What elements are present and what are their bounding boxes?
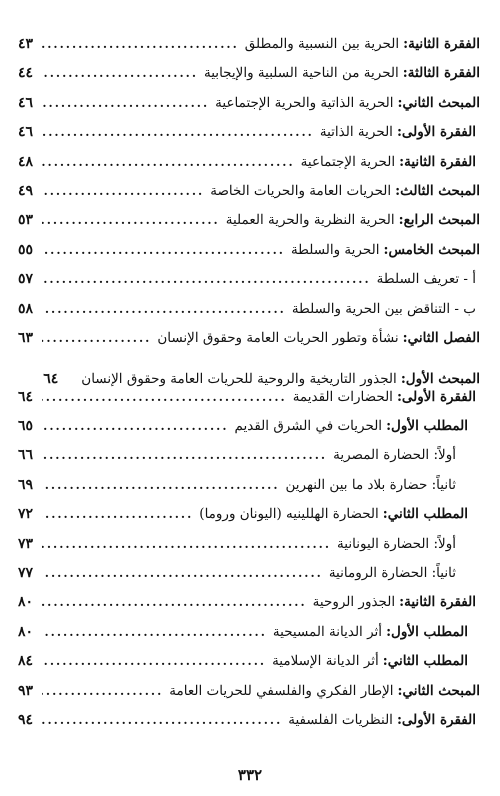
toc-dot-leader bbox=[42, 530, 331, 559]
toc-dot-leader bbox=[67, 353, 75, 382]
toc-entry bbox=[18, 177, 480, 206]
toc-entry-label bbox=[199, 500, 468, 529]
toc-entry-label bbox=[226, 206, 480, 235]
toc-entry bbox=[18, 647, 480, 676]
toc-page-number: ٦٩ bbox=[18, 476, 34, 493]
toc-entry-title: الجذور التاريخية والروحية للحريات العامة وحقوق الإنسان bbox=[81, 370, 397, 387]
toc-page-number: ٩٣ bbox=[18, 682, 34, 699]
toc-entry bbox=[18, 530, 480, 559]
toc-entry-title: أثر الديانة الإسلامية bbox=[272, 653, 379, 670]
toc-entry bbox=[18, 59, 480, 88]
toc-entry bbox=[18, 295, 480, 324]
toc-entry-label bbox=[293, 383, 476, 412]
toc-entry-title: النظريات الفلسفية bbox=[288, 711, 393, 728]
toc-entry bbox=[18, 148, 480, 177]
toc-page-number: ٧٣ bbox=[18, 535, 34, 552]
toc-dot-leader bbox=[42, 618, 267, 647]
toc-page-number: ٤٩ bbox=[18, 182, 34, 199]
toc-entry-heading: المبحث الثاني: bbox=[397, 682, 480, 699]
toc-dot-leader bbox=[42, 118, 314, 147]
toc-entry-heading: المطلب الثاني: bbox=[382, 506, 468, 523]
toc-entry-heading: المبحث الرابع: bbox=[398, 212, 480, 229]
toc-dot-leader bbox=[42, 647, 266, 676]
toc-entry-heading: المطلب الأول: bbox=[386, 623, 468, 640]
toc-entry-title: الحريات في الشرق القديم bbox=[234, 418, 383, 435]
toc-entry bbox=[18, 618, 480, 647]
toc-page-number: ٦٤ bbox=[43, 370, 59, 387]
toc-page-number: ٨٠ bbox=[18, 594, 34, 611]
toc-dot-leader bbox=[42, 236, 285, 265]
toc-entry-label bbox=[291, 236, 480, 265]
toc-page-number: ٦٦ bbox=[18, 447, 34, 464]
toc-entry bbox=[18, 89, 480, 118]
toc-entry bbox=[18, 236, 480, 265]
toc-entry-title: الحرية بين النسبية والمطلق bbox=[244, 36, 400, 52]
toc-entry bbox=[18, 324, 480, 353]
table-of-contents bbox=[18, 30, 480, 735]
toc-entry-label bbox=[320, 118, 476, 147]
toc-page-number: ٦٤ bbox=[18, 388, 34, 405]
toc-page-number: ٤٤ bbox=[18, 65, 34, 82]
toc-entry-heading: الفقرة الثانية: bbox=[403, 36, 480, 52]
toc-dot-leader bbox=[42, 500, 193, 529]
toc-entry-label bbox=[333, 441, 456, 470]
toc-page-number: ٤٦ bbox=[18, 94, 34, 111]
toc-page-number: ٦٣ bbox=[18, 329, 34, 346]
toc-entry-heading: الفقرة الثالثة: bbox=[402, 65, 480, 82]
toc-entry-label bbox=[377, 265, 476, 294]
toc-entry-label bbox=[313, 588, 476, 617]
toc-entry bbox=[18, 265, 480, 294]
toc-entry-label bbox=[204, 59, 480, 88]
toc-dot-leader bbox=[42, 706, 282, 735]
toc-entry-title: الحرية الذاتية bbox=[319, 124, 393, 141]
toc-entry-label bbox=[215, 89, 480, 118]
toc-entry-title: الحرية والسلطة bbox=[290, 241, 380, 258]
toc-entry-heading: الفقرة الثانية: bbox=[399, 153, 476, 170]
toc-entry-heading: الفقرة الأولى: bbox=[396, 124, 476, 141]
toc-entry-title: الجذور الروحية bbox=[312, 594, 396, 611]
toc-dot-leader bbox=[42, 471, 280, 500]
toc-dot-leader bbox=[42, 59, 198, 88]
toc-dot-leader bbox=[42, 441, 327, 470]
toc-entry bbox=[18, 412, 480, 441]
toc-dot-leader bbox=[42, 677, 163, 706]
toc-entry-title: أ - تعريف السلطة bbox=[376, 271, 476, 288]
toc-entry-title: الإطار الفكري والفلسفي للحريات العامة bbox=[169, 682, 394, 699]
toc-page-number: ٧٢ bbox=[18, 506, 34, 523]
toc-entry-heading: الفقرة الثانية: bbox=[399, 594, 476, 611]
toc-entry-label bbox=[169, 677, 480, 706]
toc-entry bbox=[18, 588, 480, 617]
toc-entry-title: الحضارات القديمة bbox=[292, 388, 393, 405]
toc-entry bbox=[18, 471, 480, 500]
toc-entry-label bbox=[337, 530, 456, 559]
toc-entry-title: الحرية الذاتية والحرية الإجتماعية bbox=[215, 94, 394, 111]
toc-page-number: ٥٧ bbox=[18, 271, 34, 288]
toc-page-number: ٥٥ bbox=[18, 241, 34, 258]
toc-entry bbox=[18, 500, 480, 529]
toc-entry-heading: المطلب الأول: bbox=[386, 418, 468, 435]
toc-entry bbox=[18, 677, 480, 706]
toc-entry-label bbox=[210, 177, 480, 206]
toc-entry-label bbox=[273, 618, 468, 647]
toc-entry bbox=[18, 353, 480, 387]
toc-entry-heading: المبحث الخامس: bbox=[383, 241, 480, 258]
toc-dot-leader bbox=[42, 206, 220, 235]
toc-entry-title: نشأة وتطور الحريات العامة وحقوق الإنسان bbox=[157, 329, 399, 346]
toc-page-number: ٤٣ bbox=[18, 36, 34, 52]
toc-entry bbox=[18, 206, 480, 235]
page-number: ٣٣٢ bbox=[237, 766, 263, 784]
toc-entry-heading: الفصل الثاني: bbox=[402, 329, 480, 346]
toc-entry bbox=[18, 118, 480, 147]
toc-entry-title: الحضارة الهللينيه (اليونان وروما) bbox=[199, 506, 379, 523]
toc-page-number: ٤٦ bbox=[18, 124, 34, 141]
toc-page-number: ٦٥ bbox=[18, 418, 34, 435]
toc-entry-heading: المبحث الثاني: bbox=[397, 94, 480, 111]
toc-dot-leader bbox=[42, 559, 323, 588]
toc-entry-heading: الفقرة الأولى: bbox=[396, 388, 476, 405]
toc-entry-label bbox=[288, 706, 476, 735]
toc-dot-leader bbox=[42, 177, 204, 206]
toc-entry-label bbox=[286, 471, 457, 500]
toc-page-number: ٥٨ bbox=[18, 300, 34, 317]
toc-page-number: ٨٤ bbox=[18, 653, 34, 670]
toc-entry-label bbox=[245, 30, 480, 59]
toc-entry-title: ثانياً: حضارة بلاد ما بين النهرين bbox=[285, 476, 456, 493]
toc-entry bbox=[18, 30, 480, 59]
toc-dot-leader bbox=[42, 89, 209, 118]
toc-entry-title: أثر الديانة المسيحية bbox=[272, 623, 383, 640]
toc-entry-title: الحريات العامة والحريات الخاصة bbox=[210, 182, 392, 199]
toc-entry-title: ثانياً: الحضارة الرومانية bbox=[328, 565, 456, 582]
toc-entry-title: الحرية من الناحية السلبية والإيجابية bbox=[204, 65, 399, 82]
toc-entry bbox=[18, 441, 480, 470]
toc-entry-title: أولاً: الحضارة المصرية bbox=[333, 447, 456, 464]
toc-entry-heading: المطلب الثاني: bbox=[382, 653, 468, 670]
toc-dot-leader bbox=[42, 295, 286, 324]
toc-entry-label bbox=[292, 295, 476, 324]
toc-page-number: ٧٧ bbox=[18, 565, 34, 582]
toc-page-number: ٨٠ bbox=[18, 623, 34, 640]
toc-dot-leader bbox=[42, 30, 239, 59]
toc-entry bbox=[18, 706, 480, 735]
toc-entry bbox=[18, 559, 480, 588]
toc-entry-heading: المبحث الثالث: bbox=[395, 182, 480, 199]
toc-dot-leader bbox=[42, 412, 229, 441]
toc-entry bbox=[18, 383, 480, 412]
toc-entry-title: الحرية النظرية والحرية العملية bbox=[225, 212, 395, 229]
toc-entry-heading: الفقرة الأولى: bbox=[396, 711, 476, 728]
toc-entry-label bbox=[272, 647, 468, 676]
toc-entry-title: ب - التناقض بين الحرية والسلطة bbox=[291, 300, 476, 317]
toc-dot-leader bbox=[42, 383, 287, 412]
toc-page-number: ٤٨ bbox=[18, 153, 34, 170]
toc-entry-title: أولاً: الحضارة اليونانية bbox=[337, 535, 456, 552]
toc-dot-leader bbox=[42, 265, 371, 294]
toc-dot-leader bbox=[42, 148, 295, 177]
toc-entry-title: الحرية الإجتماعية bbox=[300, 153, 396, 170]
toc-entry-label bbox=[329, 559, 456, 588]
toc-entry-label bbox=[235, 412, 468, 441]
toc-entry-label bbox=[301, 148, 476, 177]
toc-dot-leader bbox=[42, 588, 307, 617]
toc-entry-heading: المبحث الأول: bbox=[400, 370, 480, 387]
toc-entry-label bbox=[157, 324, 480, 353]
toc-dot-leader bbox=[42, 324, 151, 353]
toc-page-number: ٩٤ bbox=[18, 711, 34, 728]
toc-page-number: ٥٣ bbox=[18, 212, 34, 229]
